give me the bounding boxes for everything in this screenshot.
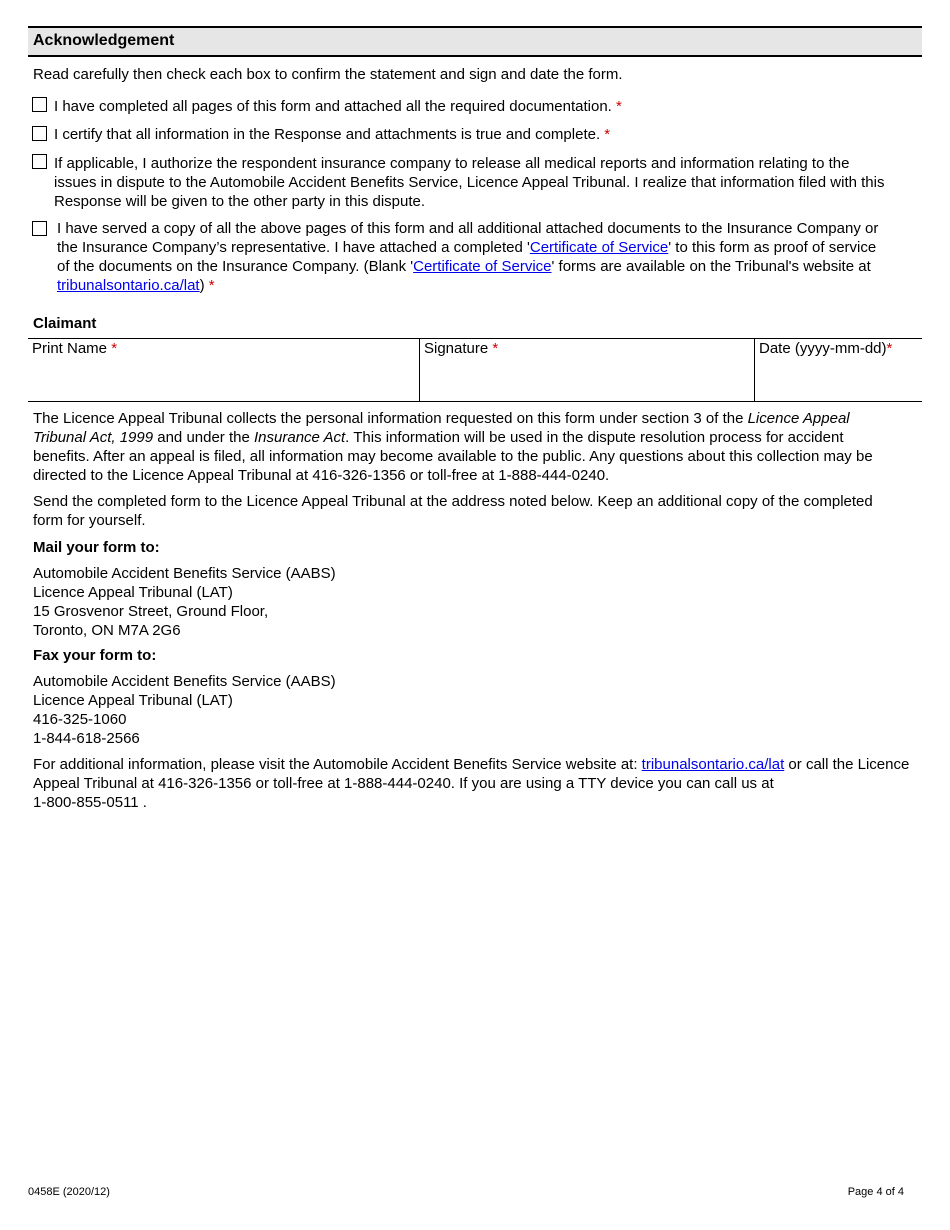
required-marker: * (616, 98, 622, 115)
ack-item-3: If applicable, I authorize the respondent insurance company to release all medical reports and information relating to the issues in dispute to the Automobile Accident Benefits Service, Licence Appeal Tribunal. I realize that information filed with this Response will be given to the other party in this dispute. (54, 155, 885, 210)
required-marker: * (604, 126, 611, 143)
send-instructions: Send the completed form to the Licence Appeal Tribunal at the address noted below. Keep an additional copy of the completed form for yourself. (33, 493, 873, 529)
certificate-of-service-link-2[interactable]: Certificate of Service (413, 258, 552, 275)
checkbox-authorize-release[interactable] (32, 154, 47, 169)
form-id: 0458E (2020/12) (28, 1186, 110, 1198)
fax-details: Automobile Accident Benefits Service (AABS) Licence Appeal Tribunal (LAT) 416-325-1060 1-844-618-2566 (33, 673, 336, 747)
additional-info: For additional information, please visit the Automobile Accident Benefits Service website at: tribunalsontario.ca/lat or call the Licence Appeal Tribunal at 416-326-1356 or toll-free at 1-888-444-0240. If you are using a TTY device you can call us at 1-800-855-0511 . (33, 756, 910, 811)
date-field[interactable]: Date (yyyy-mm-dd)* (754, 339, 923, 401)
signature-field[interactable]: Signature * (419, 339, 755, 401)
ack-item-2: I certify that all information in the Response and attachments is true and complete. * (54, 126, 611, 143)
ack-item-4: I have served a copy of all the above pages of this form and all additional attached documents to the Insurance Company or the Insurance Company’s representative. I have attached a completed 'Certificate of Service' to this form as proof of service of the documents on the Insurance Company. (Blank 'Certificate of Service' forms are available on the Tribunal's website at tribunalsontario.ca/lat) * (57, 220, 879, 294)
checkbox-served-copy[interactable] (32, 221, 47, 236)
required-marker: * (208, 277, 215, 294)
acknowledgement-header (28, 26, 922, 57)
claimant-label: Claimant (33, 315, 97, 332)
checkbox-certify-true[interactable] (32, 126, 47, 141)
mail-heading: Mail your form to: (33, 539, 160, 556)
certificate-of-service-link[interactable]: Certificate of Service (529, 239, 669, 256)
fax-heading: Fax your form to: (33, 647, 157, 664)
tribunals-website-link-2[interactable]: tribunalsontario.ca/lat (641, 756, 785, 773)
tribunals-website-link[interactable]: tribunalsontario.ca/lat (57, 277, 200, 294)
privacy-notice: The Licence Appeal Tribunal collects the personal information requested on this form under section 3 of the Licence Appeal Tribunal Act, 1999 and under the Insurance Act. This information will be used in the dispute resolution process for accident benefits. After an appeal is filed, all information may become available to the public. Any questions about this collection may be directed to the Licence Appeal Tribunal at 416-326-1356 or toll-free at 1-888-444-0240. (33, 410, 873, 484)
claimant-signature-table (28, 338, 922, 402)
section-title: Acknowledgement (33, 32, 175, 49)
print-name-field[interactable]: Print Name * (32, 340, 118, 357)
ack-item-1: I have completed all pages of this form and attached all the required documentation. * (54, 98, 622, 115)
mail-address: Automobile Accident Benefits Service (AABS) Licence Appeal Tribunal (LAT) 15 Grosvenor Street, Ground Floor, Toronto, ON M7A 2G6 (33, 565, 336, 639)
checkbox-completed-pages[interactable] (32, 97, 47, 112)
page-number: Page 4 of 4 (847, 1186, 904, 1198)
intro-text: Read carefully then check each box to confirm the statement and sign and date the form. (33, 66, 623, 83)
